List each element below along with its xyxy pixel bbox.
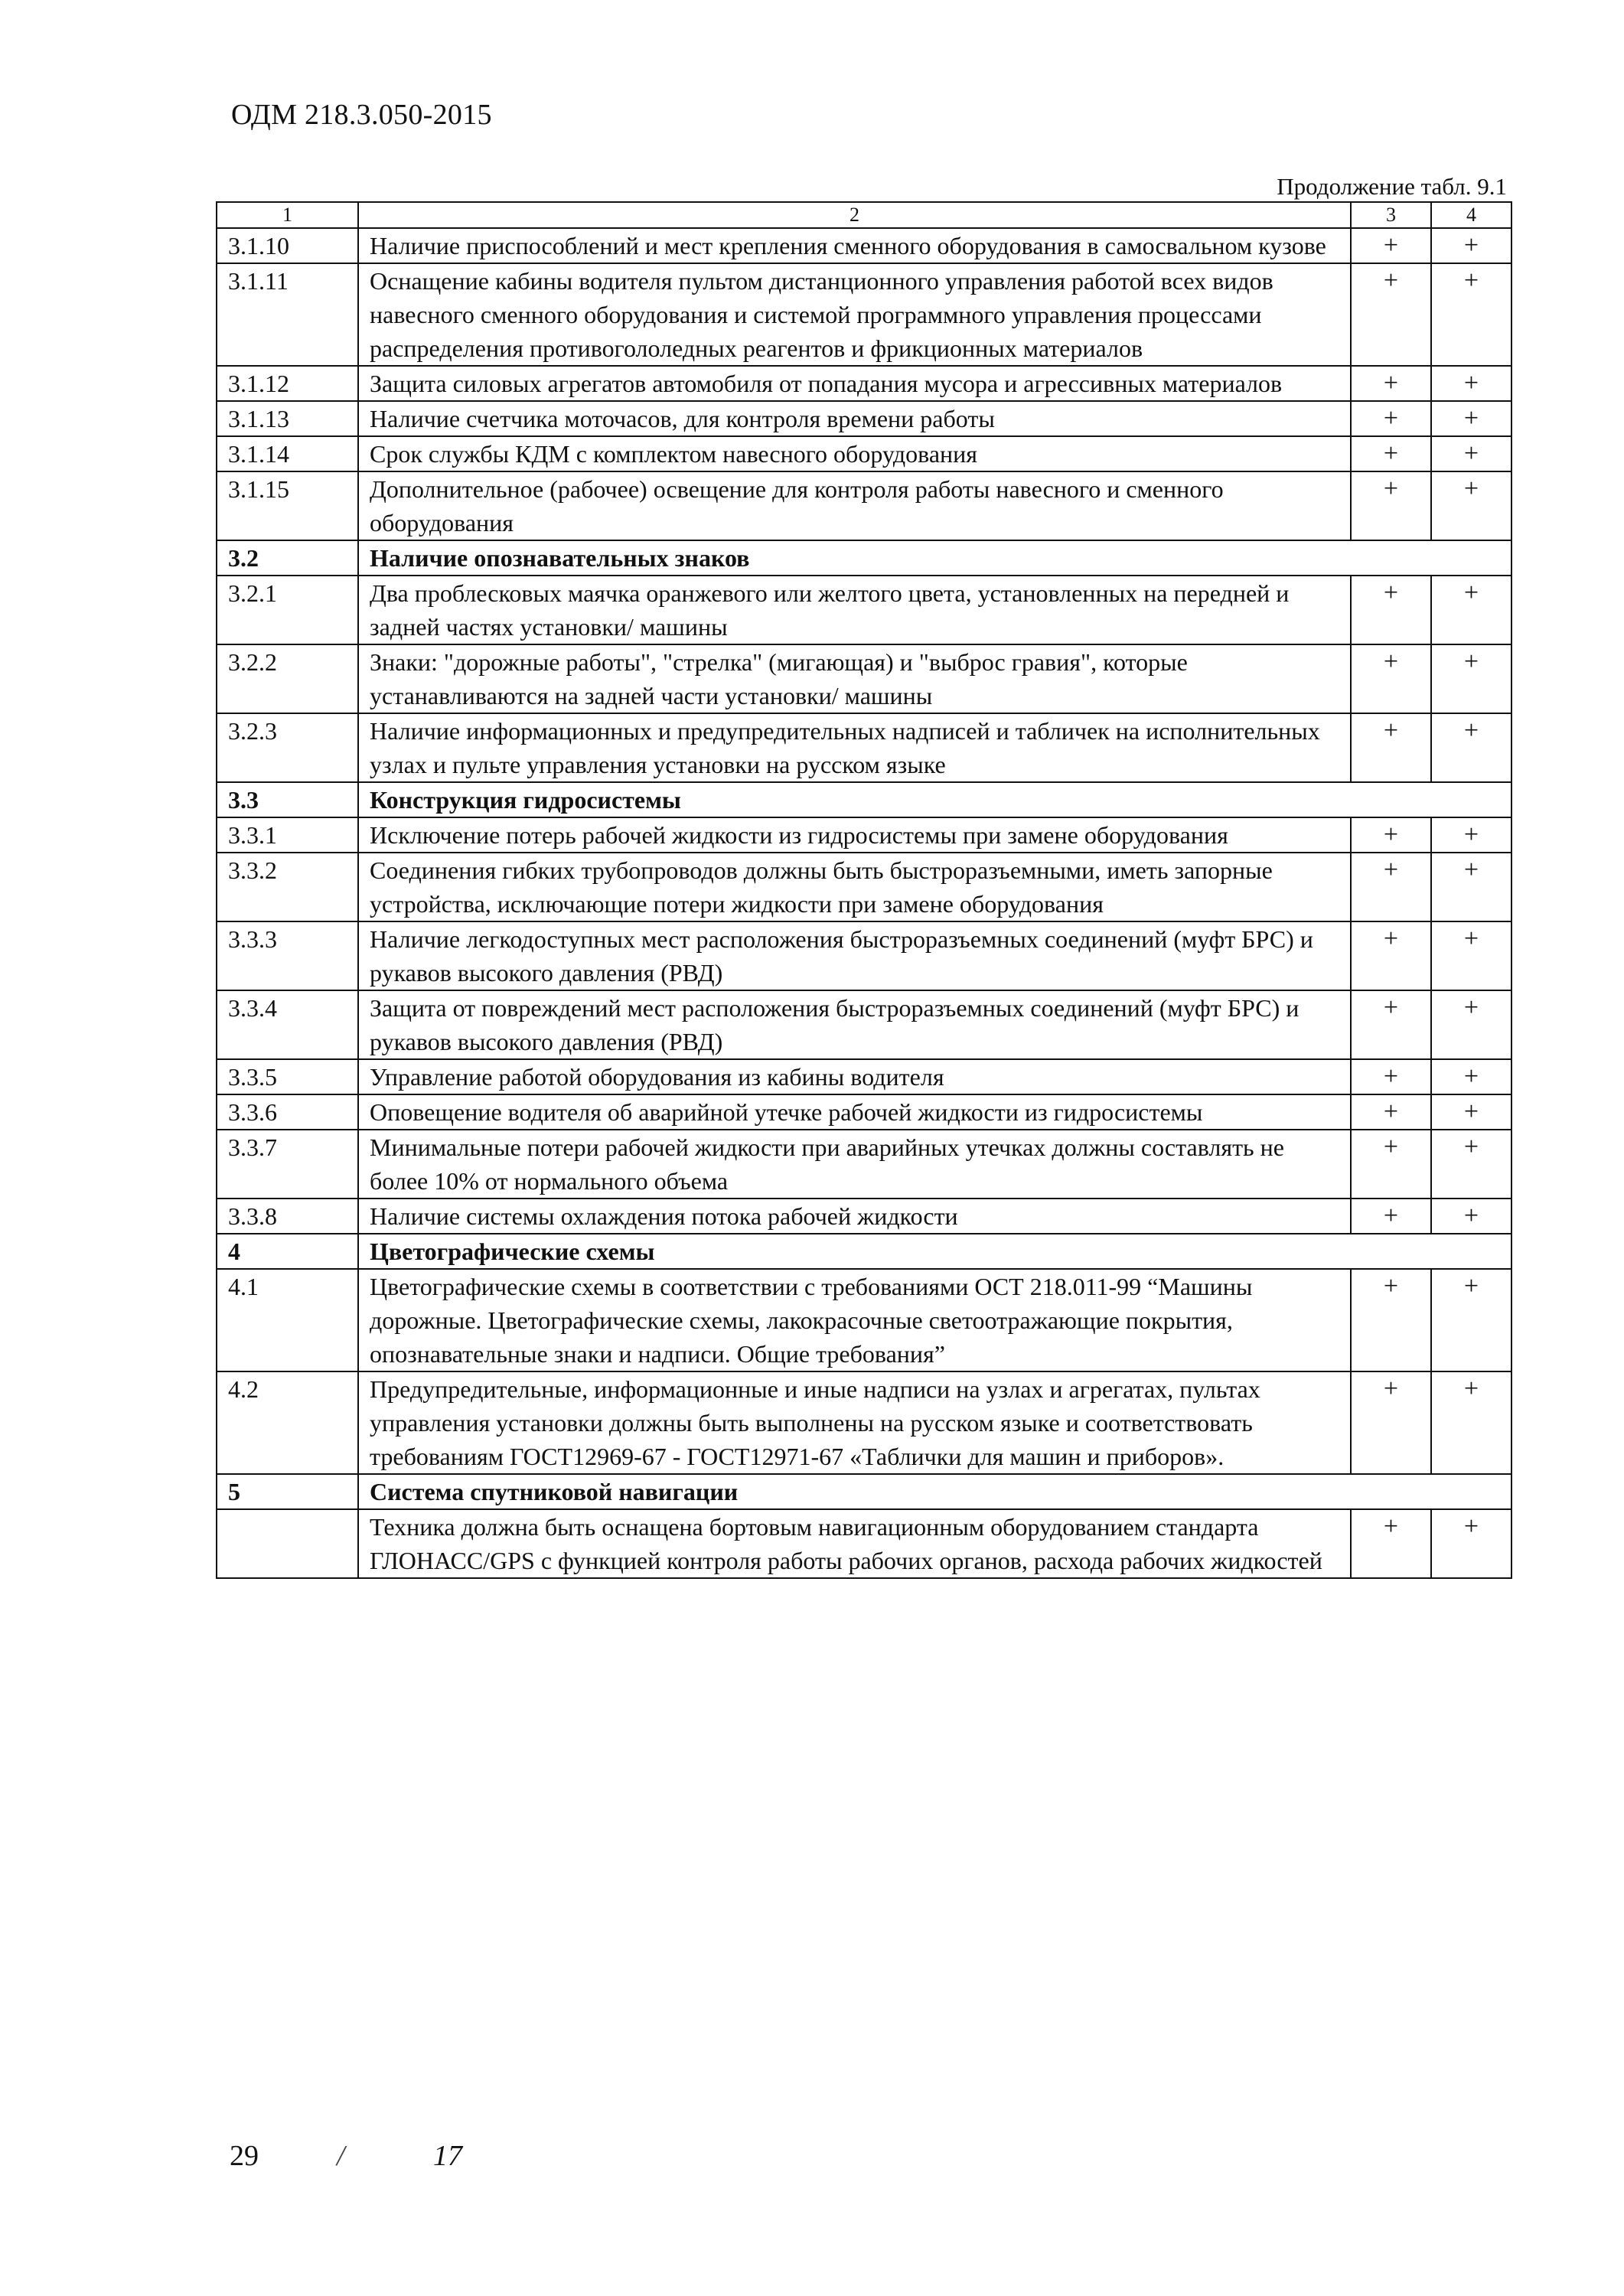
column-3-mark: + bbox=[1351, 713, 1431, 782]
column-3-mark: + bbox=[1351, 644, 1431, 713]
column-3-mark: + bbox=[1351, 921, 1431, 990]
item-description: Соединения гибких трубопроводов должны быть быстроразъемными, иметь запорные устройства, исключающие потери жидкости при замене оборудования bbox=[358, 853, 1351, 921]
item-number: 3.1.15 bbox=[217, 471, 358, 540]
column-4-mark: + bbox=[1431, 1094, 1511, 1130]
table-row bbox=[217, 817, 1511, 853]
item-number: 3.3.7 bbox=[217, 1130, 358, 1199]
table-row bbox=[217, 436, 1511, 471]
item-number: 3.2.2 bbox=[217, 644, 358, 713]
table-row bbox=[217, 1269, 1511, 1371]
table-row bbox=[217, 990, 1511, 1059]
column-4-mark: + bbox=[1431, 990, 1511, 1059]
column-3-mark: + bbox=[1351, 471, 1431, 540]
column-3-mark: + bbox=[1351, 853, 1431, 921]
column-4-mark: + bbox=[1431, 713, 1511, 782]
item-description: Защита от повреждений мест расположения быстроразъемных соединений (муфт БРС) и рукавов высокого давления (РВД) bbox=[358, 990, 1351, 1059]
item-number bbox=[217, 1509, 358, 1578]
column-3-mark: + bbox=[1351, 366, 1431, 401]
item-number: 3.2.1 bbox=[217, 576, 358, 644]
item-description: Знаки: "дорожные работы", "стрелка" (мигающая) и "выброс гравия", которые устанавливаются на задней части установки/ машины bbox=[358, 644, 1351, 713]
item-number: 3.2.3 bbox=[217, 713, 358, 782]
page-separator: / bbox=[337, 2140, 345, 2172]
column-3-mark: + bbox=[1351, 1509, 1431, 1578]
column-3-mark: + bbox=[1351, 1094, 1431, 1130]
item-number: 3.1.13 bbox=[217, 401, 358, 436]
column-3-mark: + bbox=[1351, 1371, 1431, 1474]
table-row bbox=[217, 1199, 1511, 1234]
document-code: ОДМ 218.3.050-2015 bbox=[231, 99, 492, 131]
item-number: 3.3.3 bbox=[217, 921, 358, 990]
column-3-mark: + bbox=[1351, 576, 1431, 644]
section-title: Конструкция гидросистемы bbox=[358, 782, 1511, 817]
column-3-mark: + bbox=[1351, 1269, 1431, 1371]
column-4-mark: + bbox=[1431, 263, 1511, 366]
table-row bbox=[217, 1094, 1511, 1130]
item-description: Оповещение водителя об аварийной утечке рабочей жидкости из гидросистемы bbox=[358, 1094, 1351, 1130]
column-4-mark: + bbox=[1431, 853, 1511, 921]
section-number: 3.3 bbox=[217, 782, 358, 817]
section-row bbox=[217, 540, 1511, 576]
column-3-mark: + bbox=[1351, 436, 1431, 471]
table-row bbox=[217, 1509, 1511, 1578]
item-description: Оснащение кабины водителя пультом дистанционного управления работой всех видов навесного сменного оборудования и системой программного управления процессами распределения противогололедных реагентов и фрикционных материалов bbox=[358, 263, 1351, 366]
item-description: Управление работой оборудования из кабины водителя bbox=[358, 1059, 1351, 1094]
column-numbers-row bbox=[217, 202, 1511, 228]
column-4-mark: + bbox=[1431, 436, 1511, 471]
page-number: 29 bbox=[230, 2140, 259, 2172]
requirements-table bbox=[216, 201, 1512, 1579]
column-3-mark: + bbox=[1351, 1059, 1431, 1094]
table-row bbox=[217, 401, 1511, 436]
column-4-mark: + bbox=[1431, 471, 1511, 540]
section-row bbox=[217, 1234, 1511, 1269]
page-total: 17 bbox=[433, 2140, 462, 2172]
item-description: Два проблесковых маячка оранжевого или желтого цвета, установленных на передней и задней частях установки/ машины bbox=[358, 576, 1351, 644]
table-row bbox=[217, 713, 1511, 782]
column-4-mark: + bbox=[1431, 401, 1511, 436]
column-4-mark: + bbox=[1431, 644, 1511, 713]
section-row bbox=[217, 782, 1511, 817]
table-row bbox=[217, 366, 1511, 401]
item-number: 3.3.8 bbox=[217, 1199, 358, 1234]
item-description: Предупредительные, информационные и иные надписи на узлах и агрегатах, пультах управления установки должны быть выполнены на русском языке и соответствовать требованиям ГОСТ12969-67 - ГОСТ12971-67 «Таблички для машин и приборов». bbox=[358, 1371, 1351, 1474]
table-row bbox=[217, 1371, 1511, 1474]
table-row bbox=[217, 576, 1511, 644]
item-number: 3.1.11 bbox=[217, 263, 358, 366]
column-4-mark: + bbox=[1431, 1199, 1511, 1234]
section-row bbox=[217, 1474, 1511, 1509]
item-number: 3.1.14 bbox=[217, 436, 358, 471]
table-row bbox=[217, 644, 1511, 713]
item-description: Наличие информационных и предупредительных надписей и табличек на исполнительных узлах и пульте управления установки на русском языке bbox=[358, 713, 1351, 782]
item-number: 3.3.1 bbox=[217, 817, 358, 853]
section-number: 3.2 bbox=[217, 540, 358, 576]
table-row bbox=[217, 471, 1511, 540]
section-title: Цветографические схемы bbox=[358, 1234, 1511, 1269]
column-4-mark: + bbox=[1431, 1269, 1511, 1371]
column-3-mark: + bbox=[1351, 817, 1431, 853]
section-title: Система спутниковой навигации bbox=[358, 1474, 1511, 1509]
column-3-mark: + bbox=[1351, 228, 1431, 263]
column-number: 4 bbox=[1431, 202, 1511, 228]
item-description: Защита силовых агрегатов автомобиля от попадания мусора и агрессивных материалов bbox=[358, 366, 1351, 401]
column-number: 1 bbox=[217, 202, 358, 228]
item-description: Минимальные потери рабочей жидкости при аварийных утечках должны составлять не более 10% от нормального объема bbox=[358, 1130, 1351, 1199]
table-row bbox=[217, 1059, 1511, 1094]
column-4-mark: + bbox=[1431, 366, 1511, 401]
column-4-mark: + bbox=[1431, 576, 1511, 644]
item-description: Срок службы КДМ с комплектом навесного оборудования bbox=[358, 436, 1351, 471]
table-row bbox=[217, 263, 1511, 366]
column-4-mark: + bbox=[1431, 1509, 1511, 1578]
item-number: 4.1 bbox=[217, 1269, 358, 1371]
column-3-mark: + bbox=[1351, 1130, 1431, 1199]
column-3-mark: + bbox=[1351, 1199, 1431, 1234]
column-4-mark: + bbox=[1431, 921, 1511, 990]
table-row bbox=[217, 1130, 1511, 1199]
column-4-mark: + bbox=[1431, 1059, 1511, 1094]
item-number: 3.3.4 bbox=[217, 990, 358, 1059]
table-row bbox=[217, 228, 1511, 263]
column-4-mark: + bbox=[1431, 1371, 1511, 1474]
item-number: 4.2 bbox=[217, 1371, 358, 1474]
section-number: 5 bbox=[217, 1474, 358, 1509]
item-description: Наличие приспособлений и мест крепления сменного оборудования в самосвальном кузове bbox=[358, 228, 1351, 263]
section-title: Наличие опознавательных знаков bbox=[358, 540, 1511, 576]
item-description: Наличие счетчика моточасов, для контроля времени работы bbox=[358, 401, 1351, 436]
table-caption: Продолжение табл. 9.1 bbox=[1277, 173, 1507, 200]
item-description: Наличие системы охлаждения потока рабочей жидкости bbox=[358, 1199, 1351, 1234]
item-description: Исключение потерь рабочей жидкости из гидросистемы при замене оборудования bbox=[358, 817, 1351, 853]
section-number: 4 bbox=[217, 1234, 358, 1269]
item-description: Цветографические схемы в соответствии с требованиями ОСТ 218.011-99 “Машины дорожные. Цветографические схемы, лакокрасочные светоотражающие покрытия, опознавательные знаки и надписи. Общие требования” bbox=[358, 1269, 1351, 1371]
column-4-mark: + bbox=[1431, 228, 1511, 263]
item-number: 3.1.12 bbox=[217, 366, 358, 401]
table-row bbox=[217, 921, 1511, 990]
column-3-mark: + bbox=[1351, 263, 1431, 366]
item-number: 3.3.5 bbox=[217, 1059, 358, 1094]
item-number: 3.3.2 bbox=[217, 853, 358, 921]
column-number: 2 bbox=[358, 202, 1351, 228]
table-row bbox=[217, 853, 1511, 921]
column-3-mark: + bbox=[1351, 990, 1431, 1059]
column-3-mark: + bbox=[1351, 401, 1431, 436]
item-number: 3.1.10 bbox=[217, 228, 358, 263]
column-4-mark: + bbox=[1431, 1130, 1511, 1199]
item-number: 3.3.6 bbox=[217, 1094, 358, 1130]
item-description: Дополнительное (рабочее) освещение для контроля работы навесного и сменного оборудования bbox=[358, 471, 1351, 540]
column-4-mark: + bbox=[1431, 817, 1511, 853]
item-description: Техника должна быть оснащена бортовым навигационным оборудованием стандарта ГЛОНАСС/GPS с функцией контроля работы рабочих органов, расхода рабочих жидкостей bbox=[358, 1509, 1351, 1578]
item-description: Наличие легкодоступных мест расположения быстроразъемных соединений (муфт БРС) и рукавов высокого давления (РВД) bbox=[358, 921, 1351, 990]
column-number: 3 bbox=[1351, 202, 1431, 228]
